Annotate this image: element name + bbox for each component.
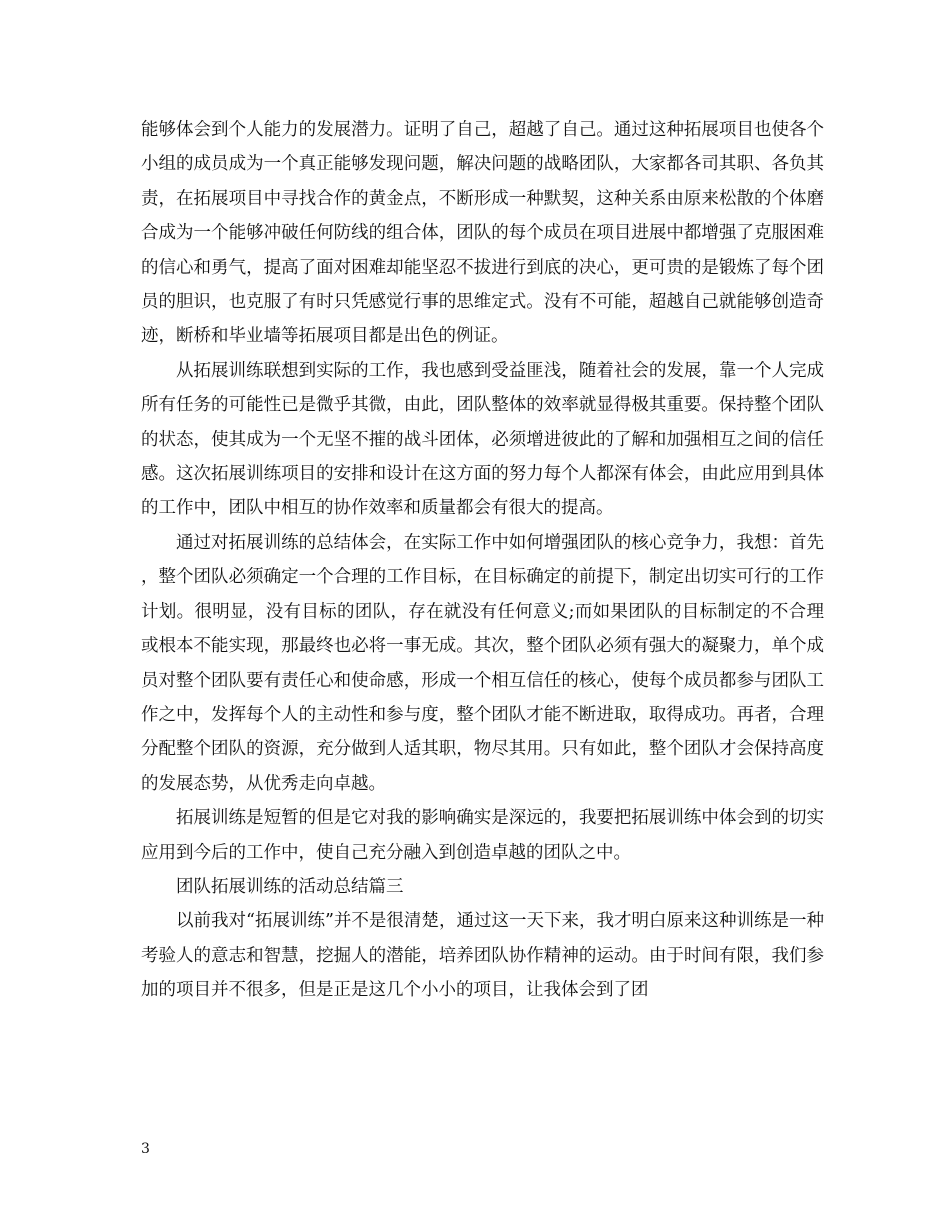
paragraph-2: 从拓展训练联想到实际的工作，我也感到受益匪浅，随着社会的发展，靠一个人完成所有任务的可能性已是微乎其微，由此，团队整体的效率就显得极其重要。保持整个团队的状态，使其成为一个无坚不摧的战斗团体，必须增进彼此的了解和加强相互之间的信任感。这次拓展训练项目的安排和设计在这方面的努力每个人都深有体会，由此应用到具体的工作中，团队中相互的协作效率和质量都会有很大的提高。 (141, 360, 824, 519)
paragraph-5: 以前我对“拓展训练”并不是很清楚，通过这一天下来，我才明白原来这种训练是一种考验人的意志和智慧，挖掘人的潜能，培养团队协作精神的运动。由于时间有限，我们参加的项目并不很多，但是正是这几个小小的项目，让我体会到了团 (141, 911, 824, 1001)
page-number: 3 (141, 1141, 150, 1157)
paragraph-1: 能够体会到个人能力的发展潜力。证明了自己，超越了自己。通过这种拓展项目也使各个小组的成员成为一个真正能够发现问题，解决问题的战略团队，大家都各司其职、各负其责，在拓展项目中寻找合作的黄金点，不断形成一种默契，这种关系由原来松散的个体磨合成为一个能够冲破任何防线的组合体，团队的每个成员在项目进展中都增强了克服困难的信心和勇气，提高了面对困难却能坚忍不拔进行到底的决心，更可贵的是锻炼了每个团员的胆识，也克服了有时只凭感觉行事的思维定式。没有不可能，超越自己就能够创造奇迹，断桥和毕业墙等拓展项目都是出色的例证。 (141, 120, 824, 347)
paragraph-3: 通过对拓展训练的总结体会，在实际工作中如何增强团队的核心竞争力，我想：首先，整个团队必须确定一个合理的工作目标，在目标确定的前提下，制定出切实可行的工作计划。很明显，没有目标的团队，存在就没有任何意义;而如果团队的目标制定的不合理或根本不能实现，那最终也必将一事无成。其次，整个团队必须有强大的凝聚力，单个成员对整个团队要有责任心和使命感，形成一个相互信任的核心，使每个成员都参与团队工作之中，发挥每个人的主动性和参与度，整个团队才能不断进取，取得成功。再者，合理分配整个团队的资源，充分做到人适其职，物尽其用。只有如此，整个团队才会保持高度的发展态势，从优秀走向卓越。 (141, 532, 824, 794)
paragraph-4: 拓展训练是短暂的但是它对我的影响确实是深远的，我要把拓展训练中体会到的切实应用到今后的工作中，使自己充分融入到创造卓越的团队之中。 (141, 808, 824, 863)
document-body (141, 113, 824, 1008)
section-heading: 团队拓展训练的活动总结篇三 (176, 876, 404, 897)
